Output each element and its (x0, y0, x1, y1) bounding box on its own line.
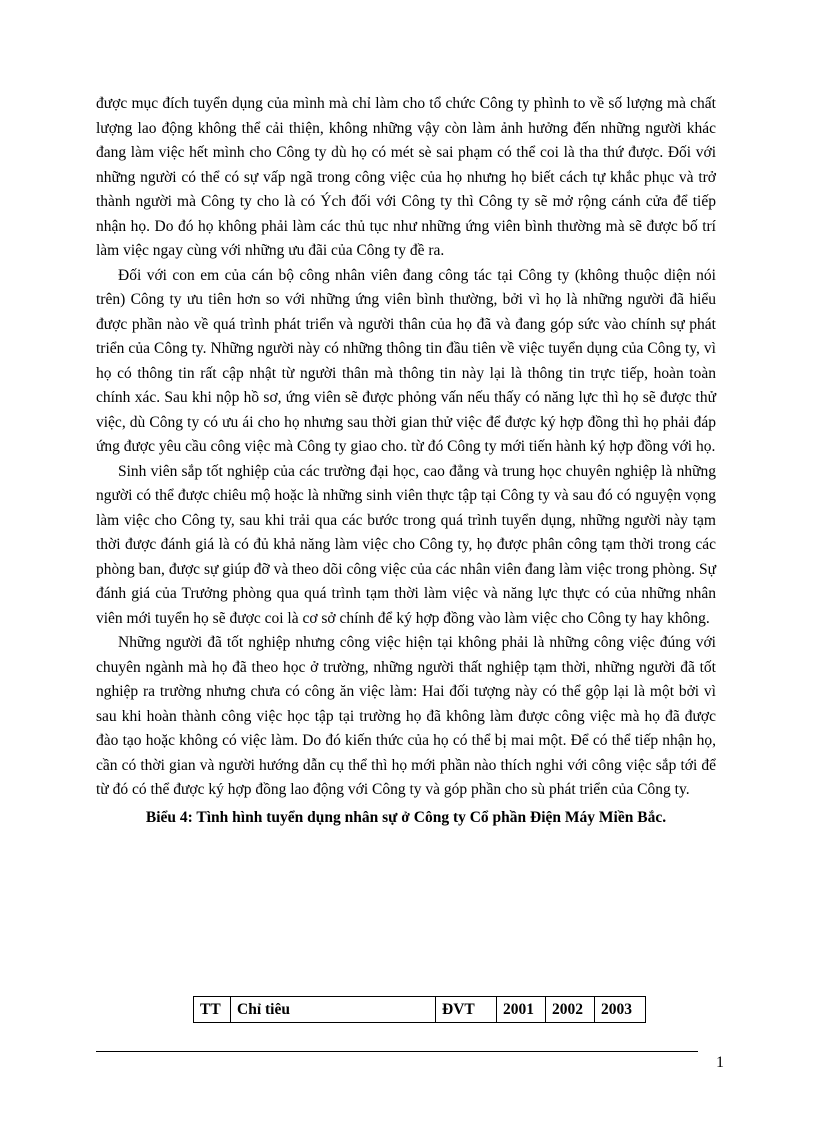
paragraph-graduating-students: Sinh viên sắp tốt nghiệp của các trường đại học, cao đẳng và trung học chuyên nghiệp là những người có thể được chiêu mộ hoặc là những sinh viên thực tập tại Công ty và sau đó có nguyện vọng làm việc cho Công ty, sau khi trải qua các bước trong quá trình tuyển dụng, những người này tạm thời được đánh giá là có đủ khả năng làm việc cho Công ty, họ được phân công tạm thời trong các phòng ban, được sự giúp đỡ và theo dõi công việc của các nhân viên đang làm việc trong phòng. Sự đánh giá của Trưởng phòng qua quá trình tạm thời làm việc và năng lực thực có của những nhân viên mới tuyển họ sẽ được coi là cơ sở chính để ký hợp đồng vào làm việc cho Công ty hay không. (96, 462, 716, 627)
header-cell-2001: 2001 (497, 997, 546, 1023)
header-cell-2002: 2002 (546, 997, 595, 1023)
header-cell-dvt: ĐVT (436, 997, 497, 1023)
paragraph-graduates-unemployed: Những người đã tốt nghiệp nhưng công việc hiện tại không phải là những công việc đúng với chuyên ngành mà họ đã theo học ở trường, những người thất nghiệp tạm thời, những người đã tốt nghiệp ra trường nhưng chưa có công ăn việc làm: Hai đối tượng này có thể gộp lại là một bởi vì sau khi hoàn thành công việc học tập tại trường họ đã không làm được công việc mà họ đã được đào tạo hoặc không có việc làm. Do đó kiến thức của họ có thể bị mai một. Để có thể tiếp nhận họ, cần có thời gian và người hướng dẫn cụ thể thì họ mới phần nào thích nghi với công việc sắp tới để từ đó có thể được ký hợp đồng lao động với Công ty và góp phần cho sù phát triển của Công ty. (96, 634, 716, 798)
paragraph-continued: được mục đích tuyển dụng của mình mà chỉ làm cho tổ chức Công ty phình to về số lượng mà chất lượng lao động không thể cải thiện, không những vậy còn làm ảnh hưởng đến những người khác đang làm việc hết mình cho Công ty dù họ có mét sè sai phạm có thể coi là tha thứ được. Đối với những người có thể có sự vấp ngã trong công việc của họ nhưng họ biết cách tự khắc phục và trở thành người mà Công ty cho là có Ých đối với Công ty thì Công ty sẽ mở rộng cánh cửa để tiếp nhận họ. Do đó họ không phải làm các thủ tục như những ứng viên bình thường mà sẽ được bố trí làm việc ngay cùng với những ưu đãi của Công ty đề ra. (96, 95, 716, 259)
footer-divider (96, 1051, 698, 1052)
table-caption: Biểu 4: Tình hình tuyển dụng nhân sự ở Công ty Cổ phần Điện Máy Miền Bắc. (145, 808, 667, 826)
page-number: 1 (716, 1054, 724, 1071)
body-text (96, 92, 716, 829)
paragraph-employee-children: Đối với con em của cán bộ công nhân viên đang công tác tại Công ty (không thuộc diện nói trên) Công ty ưu tiên hơn so với những ứng viên bình thường, bởi vì họ là những người đã hiểu được phần nào về quá trình phát triển và người thân của họ đã và đang góp sức vào chính sự phát triển của Công ty. Những người này có những thông tin đầu tiên về việc tuyển dụng của Công ty, vì họ có thông tin rất cập nhật từ người thân mà thông tin này lại là thông tin trực tiếp, hoàn toàn chính xác. Sau khi nộp hồ sơ, ứng viên sẽ được phỏng vấn nếu thấy có năng lực thì họ sẽ được thử việc, dù Công ty có ưu ái cho họ nhưng sau thời gian thử việc để được ký hợp đồng thì họ phải đáp ứng được yêu cầu công việc mà Công ty giao cho. từ đó Công ty mới tiến hành ký hợp đồng với họ. (96, 266, 716, 455)
table-header-row (194, 997, 646, 1023)
recruitment-table (193, 996, 646, 1023)
header-cell-2003: 2003 (595, 997, 646, 1023)
header-cell-chi-tieu: Chỉ tiêu (231, 997, 436, 1023)
header-cell-tt: TT (194, 997, 231, 1023)
